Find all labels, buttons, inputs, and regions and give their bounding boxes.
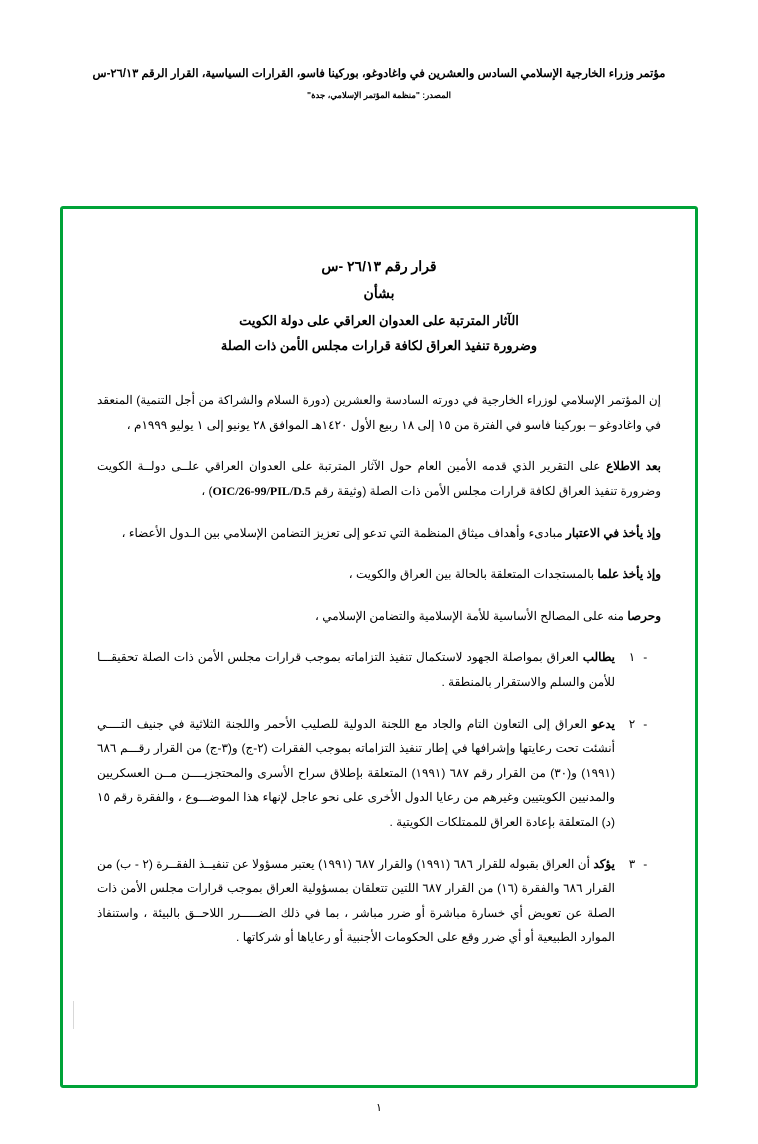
title-line-subject-1: الآثار المترتبة على العدوان العراقي على دولة الكويت	[239, 312, 519, 328]
article-body-2: العراق إلى التعاون التام والجاد مع اللجنة الدولية للصليب الأحمر واللجنة الثلاثية في جنيف التــــي أنشئت تحت رعايتها وإشرافها في إطار تنفيذ التزاماته بموجب الفقرات (٢-ج) و(٣-ج) من القرار رقـــم ٦٨٦ (١٩٩١) و(٣٠) من القرار رقم ٦٨٧ (١٩٩١) المتعلقة بإطلاق سراح الأسرى والمحتجزيــــن مــن العسكريين والمدنيين الكويتيين وغيرهم من رعايا الدول الأخرى على نحو عاجل لإنهاء هذا الموضـــوع ، والفقرة رقم ١٥ (د) المتعلقة بإعادة العراق للممتلكات الكويتية .	[97, 716, 615, 829]
title-line-subject-2: وضرورة تنفيذ العراق لكافة قرارات مجلس الأمن ذات الصلة	[220, 337, 538, 353]
preamble-paragraph-2	[97, 454, 661, 503]
preamble-lead-2: بعد الاطلاع	[606, 459, 662, 474]
article-index-3: ٣	[628, 856, 636, 871]
header-source-line: المصدر: "منظمة المؤتمر الإسلامي، جدة"	[307, 90, 451, 101]
preamble-text-3: مبادىء وأهداف ميثاق المنظمة التي تدعو إلى تعزيز التضامن الإسلامي بين الـدول الأعضاء ،	[121, 525, 567, 540]
page-number: ١	[376, 1102, 382, 1114]
preamble-paragraph-5	[97, 604, 661, 629]
article-index-1: ١	[628, 650, 636, 665]
content-frame	[60, 206, 698, 1088]
preamble-text-1: إن المؤتمر الإسلامي لوزراء الخارجية في دورته السادسة والعشرين (دورة السلام والشراكة من أجل التنمية) المنعقد في واغادوغو – بوركينا فاسو في الفترة من ١٥ إلى ١٨ ربيع الأول ١٤٢٠هـ الموافق ٢٨ يونيو إلى ١ يوليو ١٩٩٩م ،	[97, 393, 661, 432]
article-item-3	[97, 852, 661, 950]
resolution-title	[97, 253, 661, 358]
article-number-1	[615, 645, 661, 670]
preamble-text-2: على التقرير الذي قدمه الأمين العام حول الآثار المترتبة على العدوان العراقي علــى دولــة الكويت وضرورة تنفيذ العراق لكافة قرارات مجلس الأمن ذات الصلة (وثيقة رقم	[97, 459, 661, 499]
article-dash-1: -	[643, 650, 648, 665]
article-text-2	[97, 712, 615, 835]
article-body-1: العراق بمواصلة الجهود لاستكمال تنفيذ التزاماته بموجب قرارات مجلس الأمن ذات الصلة تحقيقـــا للأمن والسلم والاستقرار بالمنطقة .	[97, 650, 615, 690]
article-body-3: أن العراق بقبوله للقرار ٦٨٦ (١٩٩١) والقرار ٦٨٧ (١٩٩١) يعتبر مسؤولا عن تنفيــذ الفقــرة (٢ - ب) من القرار ٦٨٦ والفقرة (١٦) من القرار ٦٨٧ اللتين تتعلقان بمسؤولية العراق بموجب قرارات مجلس الأمن ذات الصلة عن تعويض أي خسارة مباشرة أو ضرر مباشر ، بما في ذلك الضـــــرر اللاحــق بالبيئة ، واستنفاذ الموارد الطبيعية أو أي ضرر وقع على الحكومات الأجنبية أو رعاياها أو شركاتها .	[97, 856, 615, 945]
article-lead-2: يدعو	[592, 716, 615, 731]
article-number-2	[615, 712, 661, 737]
preamble-tail-2: ) ،	[201, 484, 213, 499]
frame-inner	[63, 209, 695, 977]
article-item-2	[97, 712, 661, 835]
preamble-text-4: بالمستجدات المتعلقة بالحالة بين العراق والكويت ،	[348, 567, 598, 582]
article-lead-1: يطالب	[582, 650, 615, 665]
title-line-subject-label: بشأن	[363, 285, 395, 302]
article-index-2: ٢	[628, 716, 636, 731]
preamble-paragraph-3	[97, 521, 661, 546]
header-conference-line: مؤتمر وزراء الخارجية الإسلامي السادس والعشرين في واغادوغو، بوركينا فاسو، القرارات السياسية، القرار الرقم ٢٦/١٣-س	[92, 68, 666, 80]
margin-tick-mark	[73, 1001, 74, 1029]
preamble-lead-4: وإذ يأخذ علما	[597, 567, 661, 582]
article-number-3	[615, 852, 661, 877]
document-reference-code: OIC/26-99/PIL/D.5	[212, 484, 311, 499]
resolution-body	[97, 388, 661, 950]
preamble-paragraph-4	[97, 562, 661, 587]
preamble-text-5: منه على المصالح الأساسية للأمة الإسلامية والتضامن الإسلامي ،	[315, 608, 628, 623]
preamble-lead-3: وإذ يأخذ في الاعتبار	[566, 525, 661, 540]
title-line-number: قرار رقم ٢٦/١٣ -س	[321, 258, 437, 274]
article-text-1	[97, 645, 615, 694]
document-header	[58, 66, 700, 101]
article-text-3	[97, 852, 615, 950]
article-lead-3: يؤكد	[593, 856, 615, 871]
article-dash-2: -	[643, 716, 648, 731]
preamble-paragraph-1	[97, 388, 661, 437]
preamble-lead-5: وحرصا	[627, 608, 661, 623]
article-item-1	[97, 645, 661, 694]
article-dash-3: -	[643, 856, 648, 871]
document-page	[0, 66, 758, 1144]
